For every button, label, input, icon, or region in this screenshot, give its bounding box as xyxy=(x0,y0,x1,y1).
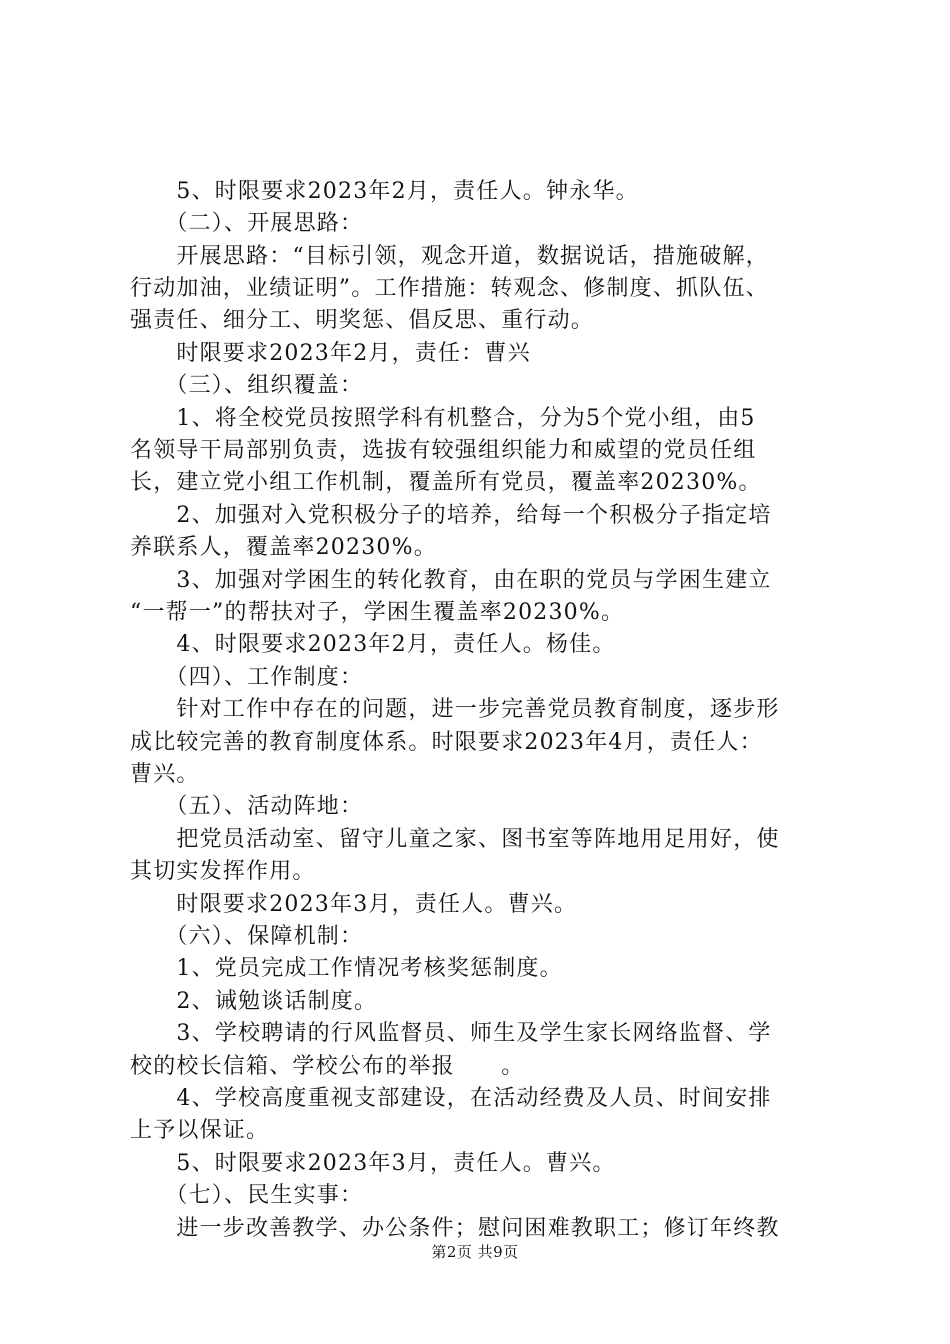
text-line: 曹兴。 xyxy=(130,762,200,787)
text-line: 2、诫勉谈话制度。 xyxy=(130,989,378,1014)
page-footer: 第2页 共9页 xyxy=(431,1243,519,1261)
text-line: 开展思路：“目标引领，观念开道，数据说话，措施破解， xyxy=(130,244,769,269)
text-line: 时限要求2023年2月，责任：曹兴 xyxy=(130,341,531,366)
text-line: “一帮一”的帮扶对子，学困生覆盖率20230%。 xyxy=(130,600,625,625)
text-line: 1、将全校党员按照学科有机整合，分为5个党小组，由5 xyxy=(130,406,756,431)
section-heading: （二）、开展思路： xyxy=(130,211,364,236)
text-line: 其切实发挥作用。 xyxy=(130,859,316,884)
section-heading: （七）、民生实事： xyxy=(130,1183,364,1208)
text-line: 养联系人，覆盖率20230%。 xyxy=(130,535,437,560)
text-line: 上予以保证。 xyxy=(130,1118,270,1143)
text-line: 进一步改善教学、办公条件；慰问困难教职工；修订年终教 xyxy=(130,1216,780,1241)
text-line: 成比较完善的教育制度体系。时限要求2023年4月，责任人： xyxy=(130,730,763,755)
text-line: 2、加强对入党积极分子的培养，给每一个积极分子指定培 xyxy=(130,503,772,528)
text-line: 1、党员完成工作情况考核奖惩制度。 xyxy=(130,956,563,981)
section-heading: （五）、活动阵地： xyxy=(130,794,364,819)
text-line: 3、加强对学困生的转化教育，由在职的党员与学困生建立 xyxy=(130,568,772,593)
text-line: 5、时限要求2023年2月，责任人。钟永华。 xyxy=(130,179,639,204)
text-line: 4、学校高度重视支部建设，在活动经费及人员、时间安排 xyxy=(130,1086,772,1111)
text-line: 5、时限要求2023年3月，责任人。曹兴。 xyxy=(130,1151,616,1176)
text-line: 强责任、细分工、明奖惩、倡反思、重行动。 xyxy=(130,308,595,333)
text-line: 长，建立党小组工作机制，覆盖所有党员，覆盖率20230%。 xyxy=(130,470,762,495)
section-heading: （三）、组织覆盖： xyxy=(130,373,364,398)
text-line: 行动加油，业绩证明”。工作措施：转观念、修制度、抓队伍、 xyxy=(130,276,769,301)
text-line: 3、学校聘请的行风监督员、师生及学生家长网络监督、学 xyxy=(130,1021,772,1046)
text-line: 把党员活动室、留守儿童之家、图书室等阵地用足用好，使 xyxy=(130,827,780,852)
text-line: 针对工作中存在的问题，进一步完善党员教育制度，逐步形 xyxy=(130,697,780,722)
text-line: 校的校长信箱、学校公布的举报 。 xyxy=(130,1054,525,1079)
text-line: 名领导干局部别负责，选拔有较强组织能力和威望的党员任组 xyxy=(130,438,757,463)
section-heading: （六）、保障机制： xyxy=(130,924,364,949)
text-line: 时限要求2023年3月，责任人。曹兴。 xyxy=(130,892,578,917)
section-heading: （四）、工作制度： xyxy=(130,665,364,690)
text-line: 4、时限要求2023年2月，责任人。杨佳。 xyxy=(130,632,616,657)
